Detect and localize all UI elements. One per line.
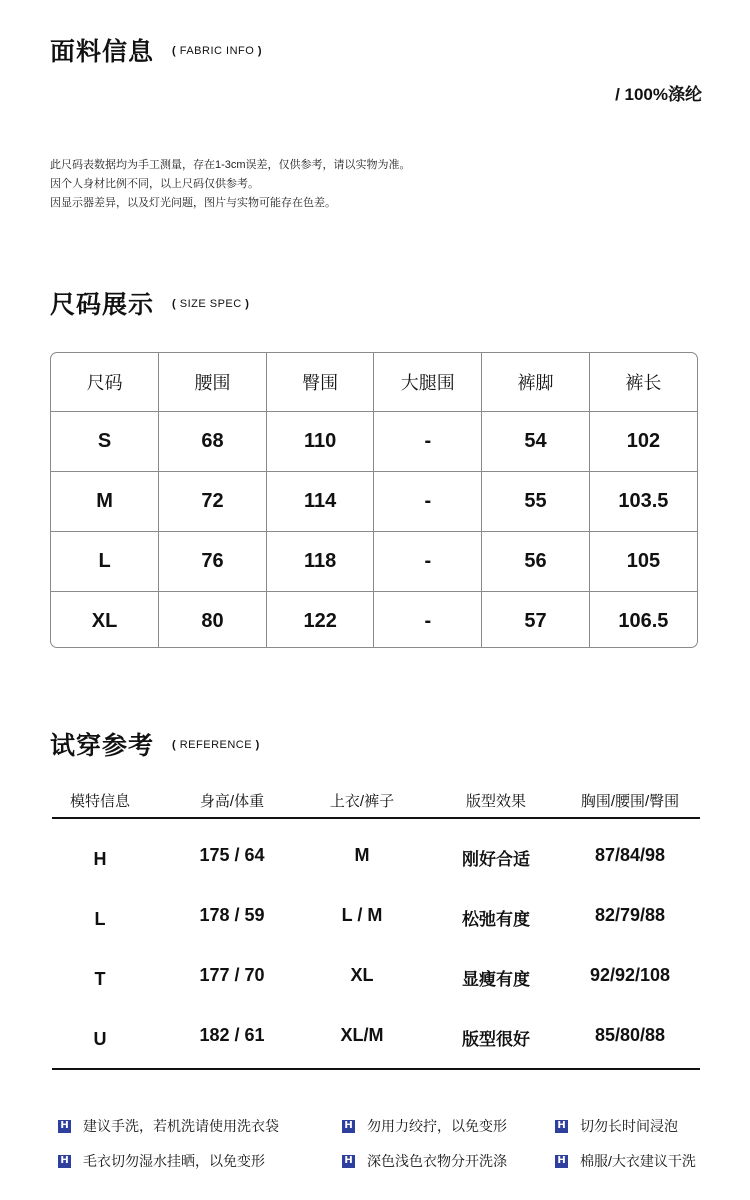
size-cell: M xyxy=(51,472,159,532)
reference-divider-top xyxy=(52,817,700,819)
reference-header: 胸围/腰围/臀围 xyxy=(580,793,680,810)
note-line: 因显示器差异，以及灯光问题，图片与实物可能存在色差。 xyxy=(50,197,336,209)
reference-cell: 178 / 59 xyxy=(199,905,265,925)
care-item xyxy=(342,1116,507,1136)
reference-cell: XL/M xyxy=(340,1025,384,1045)
size-cell: L xyxy=(51,532,159,592)
note-line: 因个人身材比例不同，以上尺码仅供参考。 xyxy=(50,178,259,190)
care-text: 棉服/大衣建议干洗 xyxy=(580,1153,696,1169)
care-text: 勿用力绞拧，以免变形 xyxy=(367,1118,507,1134)
reference-header-row xyxy=(52,790,700,818)
size-table-row xyxy=(51,592,697,649)
reference-row xyxy=(52,965,700,993)
reference-cell: M xyxy=(354,845,370,865)
size-cell: S xyxy=(51,412,159,472)
size-cell: 122 xyxy=(266,592,374,649)
reference-cell: 87/84/98 xyxy=(594,845,666,865)
size-cell: - xyxy=(374,412,482,472)
size-spec-title: 尺码展示 xyxy=(50,291,155,319)
reference-cell: T xyxy=(94,969,106,989)
size-cell: 102 xyxy=(589,412,697,472)
care-item xyxy=(342,1151,507,1171)
reference-cell: 177 / 70 xyxy=(199,965,265,985)
care-text: 切勿长时间浸泡 xyxy=(580,1118,678,1134)
reference-header: 版型效果 xyxy=(465,793,526,810)
reference-cell: 显瘦有度 xyxy=(462,970,530,989)
size-table-row xyxy=(51,412,697,472)
size-cell: 106.5 xyxy=(618,610,669,632)
size-cell: 68 xyxy=(159,412,267,472)
h-icon: H xyxy=(58,1155,71,1168)
reference-subtitle: ( REFERENCE ) xyxy=(172,739,260,751)
size-cell: 118 xyxy=(266,532,374,592)
reference-row xyxy=(52,1025,700,1053)
size-table-header: 裤脚 xyxy=(482,353,590,412)
h-icon: H xyxy=(555,1155,568,1168)
reference-cell: 松弛有度 xyxy=(462,910,530,929)
reference-cell: U xyxy=(93,1029,107,1049)
fabric-title: 面料信息 xyxy=(50,38,155,66)
reference-cell: H xyxy=(93,849,107,869)
size-table-row xyxy=(51,472,697,532)
reference-header: 模特信息 xyxy=(69,793,130,810)
size-table-header: 尺码 xyxy=(51,353,159,412)
reference-header: 上衣/裤子 xyxy=(329,793,395,810)
size-table xyxy=(50,352,698,648)
size-cell: 105 xyxy=(589,532,697,592)
size-cell: 55 xyxy=(482,472,590,532)
h-icon: H xyxy=(58,1120,71,1133)
fabric-composition: / 100%涤纶 xyxy=(615,85,702,104)
reference-cell: XL xyxy=(350,965,374,985)
care-text: 深色浅色衣物分开洗涤 xyxy=(367,1153,507,1169)
size-table-header: 臀围 xyxy=(266,353,374,412)
reference-header: 身高/体重 xyxy=(199,793,265,810)
size-table-header: 大腿围 xyxy=(374,353,482,412)
reference-cell: 182 / 61 xyxy=(199,1025,265,1045)
size-cell: 57 xyxy=(482,592,590,649)
care-item xyxy=(555,1151,696,1171)
care-item xyxy=(555,1116,678,1136)
reference-divider-bottom xyxy=(52,1068,700,1070)
h-icon: H xyxy=(555,1120,568,1133)
size-cell: 110 xyxy=(266,412,374,472)
reference-cell: L xyxy=(94,909,106,929)
reference-cell: 175 / 64 xyxy=(199,845,265,865)
size-cell: 114 xyxy=(266,472,374,532)
reference-cell: 92/92/108 xyxy=(589,965,671,985)
h-icon: H xyxy=(342,1155,355,1168)
size-table-header: 腰围 xyxy=(159,353,267,412)
size-cell: - xyxy=(374,472,482,532)
fabric-subtitle: ( FABRIC INFO ) xyxy=(172,45,263,57)
reference-cell: 85/80/88 xyxy=(594,1025,666,1045)
note-line: 此尺码表数据均为手工测量，存在1-3cm误差，仅供参考，请以实物为准。 xyxy=(50,159,411,171)
size-cell: 56 xyxy=(482,532,590,592)
care-text: 毛衣切勿湿水挂晒，以免变形 xyxy=(83,1153,265,1169)
size-cell: 72 xyxy=(159,472,267,532)
size-cell: 76 xyxy=(159,532,267,592)
care-text: 建议手洗，若机洗请使用洗衣袋 xyxy=(83,1118,279,1134)
h-icon: H xyxy=(342,1120,355,1133)
reference-row xyxy=(52,905,700,933)
reference-cell: 版型很好 xyxy=(462,1030,530,1049)
size-table-row xyxy=(51,532,697,592)
reference-cell: 82/79/88 xyxy=(594,905,666,925)
reference-title: 试穿参考 xyxy=(50,732,155,760)
reference-row xyxy=(52,845,700,873)
care-item xyxy=(58,1116,279,1136)
size-cell: 103.5 xyxy=(589,472,697,532)
size-cell: 80 xyxy=(159,592,267,649)
size-table-header-row xyxy=(51,353,697,412)
measurement-notes xyxy=(50,156,411,213)
size-cell: 54 xyxy=(482,412,590,472)
size-cell: XL xyxy=(51,592,159,649)
reference-cell: L / M xyxy=(341,905,383,925)
size-cell: - xyxy=(374,592,482,649)
care-item xyxy=(58,1151,265,1171)
size-cell: - xyxy=(374,532,482,592)
size-spec-subtitle: ( SIZE SPEC ) xyxy=(172,298,250,310)
reference-cell: 刚好合适 xyxy=(462,850,530,869)
size-table-header: 裤长 xyxy=(589,353,697,412)
